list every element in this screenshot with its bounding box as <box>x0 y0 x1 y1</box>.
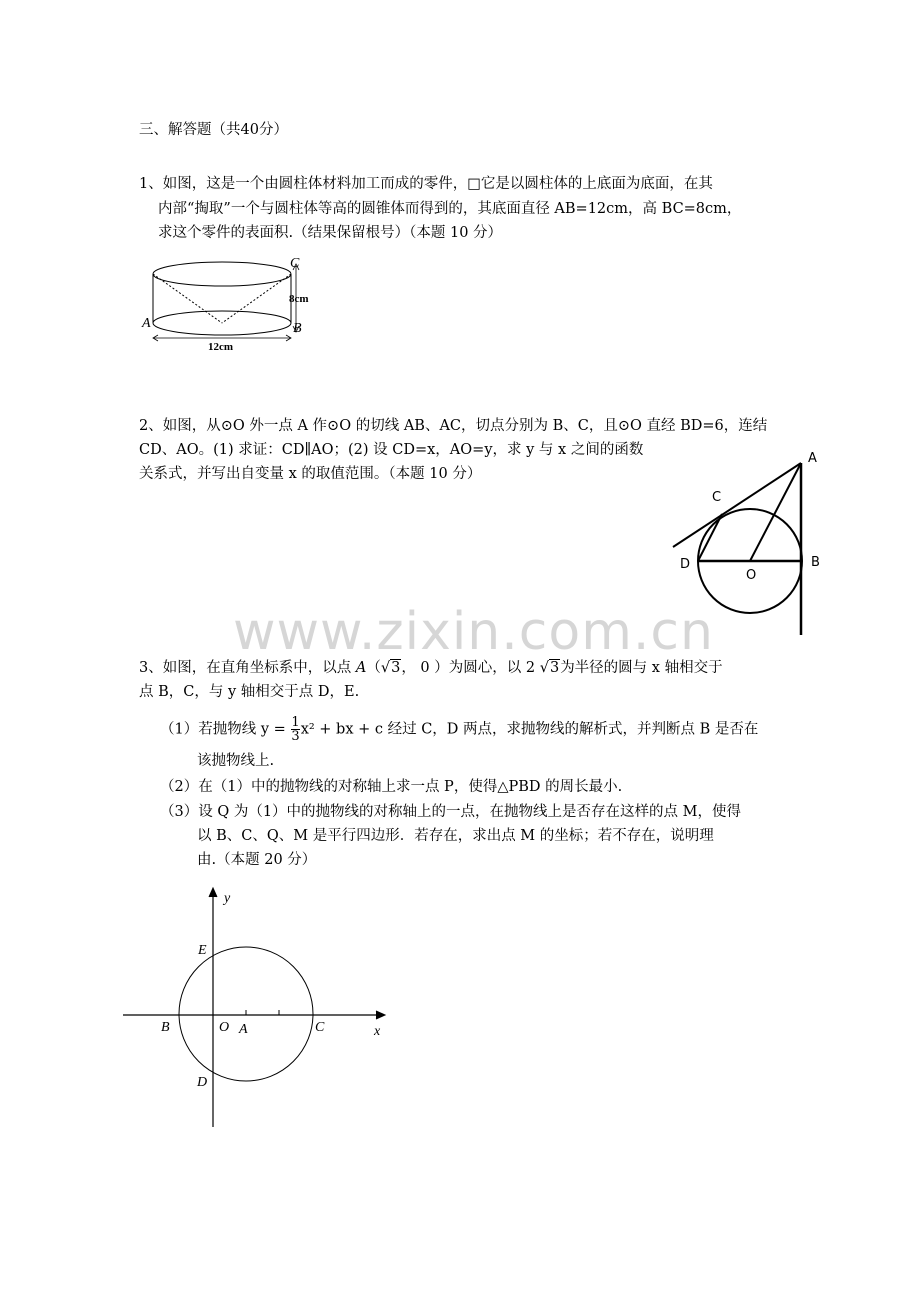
x-axis-arrow <box>376 1011 385 1019</box>
fraction-one-third: $\frac{1}{3}$ <box>291 715 300 744</box>
segment-ao <box>750 463 801 561</box>
y-axis-arrow <box>209 888 217 897</box>
q1-cylinder-figure <box>140 254 320 354</box>
q3-coordinate-figure <box>118 884 398 1134</box>
q3-line-2: 点 B，C，与 y 轴相交于点 D，E. <box>139 684 360 700</box>
q3-label-o: O <box>219 1020 230 1035</box>
q1-height-label: 8cm <box>289 293 309 305</box>
q3-part-3-line-2: 以 B、C、Q、M 是平行四边形．若存在，求出点 M 的坐标；若不存在，说明理 <box>197 828 714 844</box>
q3-label-e: E <box>198 943 207 958</box>
q1-line-3: 求这个零件的表面积.（结果保留根号）（本题 10 分） <box>158 225 503 241</box>
q2-line-3: 关系式，并写出自变量 x 的取值范围。（本题 10 分） <box>139 466 482 482</box>
q3-label-a: A <box>239 1022 248 1037</box>
q3-label-y: y <box>224 891 231 906</box>
q3-part-2: （2）在（1）中的抛物线的对称轴上求一点 P，使得△PBD 的周长最小. <box>160 779 623 795</box>
q3-line-1: 3、如图，在直角坐标系中，以点 A（√3， 0 ）为圆心，以 2 √3为半径的圆与 x 轴相交于 <box>139 660 723 676</box>
segment-cd <box>698 514 722 561</box>
q1-width-label: 12cm <box>208 341 234 353</box>
q3-part-1-line-2: 该抛物线上. <box>197 753 275 769</box>
q3-part-3-line-1: （3）设 Q 为（1）中的抛物线的对称轴上的一点，在抛物线上是否存在这样的点 M，使得 <box>160 804 742 820</box>
q1-label-c: C <box>290 256 300 271</box>
q2-label-o: O <box>746 568 757 583</box>
q2-label-b: B <box>811 555 820 570</box>
q2-line-2: CD、AO。(1) 求证：CD∥AO；(2) 设 CD=x，AO=y，求 y 与 x 之间的函数 <box>139 442 644 458</box>
q1-line-1: 1、如图，这是一个由圆柱体材料加工而成的零件，□它是以圆柱体的上底面为底面，在其 <box>139 176 713 192</box>
q3-label-c: C <box>315 1020 325 1035</box>
cylinder-top-ellipse <box>153 262 291 286</box>
q1-line-2: 内部“掏取”一个与圆柱体等高的圆锥体而得到的，其底面直径 AB=12cm，高 BC=8cm， <box>158 201 742 217</box>
q3-part-3-line-3: 由.（本题 20 分） <box>197 852 317 868</box>
q1-label-b: B <box>293 321 302 336</box>
q2-line-1: 2、如图，从⊙O 外一点 A 作⊙O 的切线 AB、AC，切点分别为 B、C，且⊙O 直经 BD=6，连结 <box>139 418 768 434</box>
q3-label-d: D <box>197 1075 208 1090</box>
q2-label-a: A <box>808 451 817 466</box>
tangent-line-ac <box>673 463 801 547</box>
watermark: www.zixin.com.cn <box>233 602 714 662</box>
q3-label-b: B <box>161 1020 170 1035</box>
section-title: 三、解答题（共40分） <box>139 122 288 138</box>
q2-label-d: D <box>680 557 691 572</box>
cone-left-edge <box>153 274 222 323</box>
q1-label-a: A <box>142 316 151 331</box>
cone-right-edge <box>222 274 291 323</box>
q2-label-c: C <box>712 490 722 505</box>
q3-label-x: x <box>374 1024 381 1039</box>
q3-part-1: （1）若抛物线 y = $\frac{1}{3}$ x² + bx + c 经过 C，D 两点，求抛物线的解析式，并判断点 B 是否在 <box>160 715 759 744</box>
